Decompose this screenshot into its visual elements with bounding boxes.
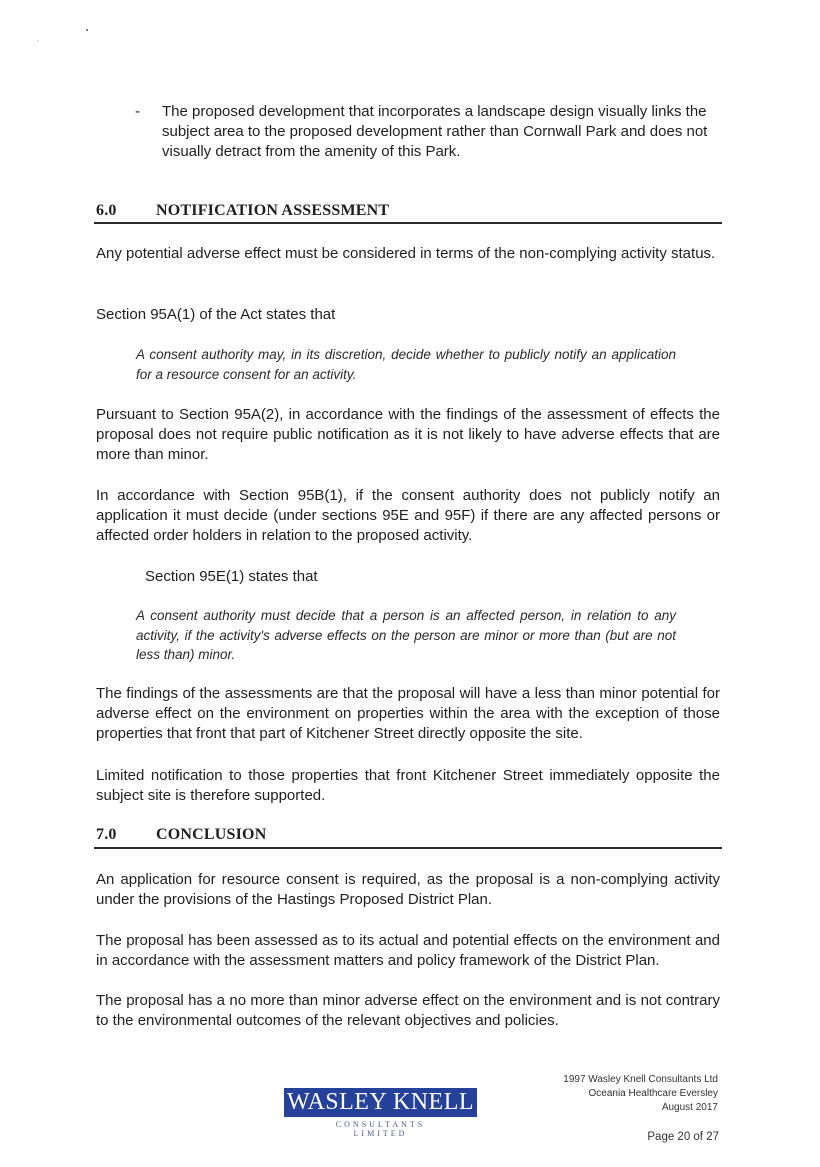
footer-copyright: 1997 Wasley Knell Consultants Ltd (563, 1074, 718, 1085)
company-logo: WASLEY KNELL (284, 1088, 477, 1117)
footer-project: Oceania Healthcare Eversley (588, 1088, 718, 1099)
section-7-paragraph-2: The proposal has been assessed as to its actual and potential effects on the environment and in accordance with the assessment matters and policy framework of the District Plan. (96, 932, 720, 969)
section-6-paragraph-6: The findings of the assessments are that the proposal will have a less than minor potential for adverse effect on the environment on properties within the area with the exception of those properties that front that part of Kitchener Street directly opposite the site. (96, 685, 720, 742)
section-6-number: 6.0 (96, 202, 117, 219)
section-6-paragraph-7: Limited notification to those properties that front Kitchener Street immediately opposite the subject site is therefore supported. (96, 767, 720, 804)
section-7-paragraph-3: The proposal has a no more than minor adverse effect on the environment and is not contrary to the environmental outcomes of the relevant objectives and policies. (96, 992, 720, 1029)
section-6-paragraph-2: Section 95A(1) of the Act states that (96, 306, 336, 323)
section-7-title: CONCLUSION (156, 826, 267, 843)
section-6-paragraph-5: Section 95E(1) states that (145, 568, 318, 585)
scan-speck (37, 40, 38, 41)
section-7-paragraph-1: An application for resource consent is required, as the proposal is a non-complying activity under the provisions of the Hastings Proposed District Plan. (96, 871, 720, 908)
logo-subtitle-limited: LIMITED (353, 1129, 408, 1138)
logo-subtitle-consultants: CONSULTANTS (335, 1120, 426, 1129)
section-6-quote-1: A consent authority may, in its discretion, decide whether to publicly notify an application for a resource consent for an activity. (136, 347, 676, 382)
section-6-paragraph-3: Pursuant to Section 95A(2), in accordance with the findings of the assessment of effects the proposal does not require public notification as it is not likely to have adverse effects that are more than minor. (96, 406, 720, 463)
section-6-paragraph-4: In accordance with Section 95B(1), if the consent authority does not publicly notify an application it must decide (under sections 95E and 95F) if there are any affected persons or affected order holders in relation to the proposed activity. (96, 487, 720, 544)
footer-date: August 2017 (661, 1102, 718, 1113)
section-7-number: 7.0 (96, 826, 117, 843)
bullet-text: The proposed development that incorporates a landscape design visually links the subject area to the proposed development rather than Cornwall Park and does not visually detract from the amenity of this Park. (162, 103, 708, 160)
section-6-rule (94, 222, 722, 224)
section-6-title: NOTIFICATION ASSESSMENT (156, 202, 390, 219)
section-6-quote-2: A consent authority must decide that a person is an affected person, in relation to any activity, if the activity's adverse effects on the person are minor or more than (but are not less than) minor. (136, 608, 676, 662)
bullet-dash: - (135, 103, 140, 120)
section-6-paragraph-1: Any potential adverse effect must be considered in terms of the non-complying activity status. (96, 245, 716, 262)
section-7-heading (94, 826, 722, 846)
section-7-rule (94, 847, 722, 849)
section-6-heading (94, 202, 722, 222)
scan-speck (86, 29, 88, 31)
page-number: Page 20 of 27 (647, 1131, 719, 1143)
